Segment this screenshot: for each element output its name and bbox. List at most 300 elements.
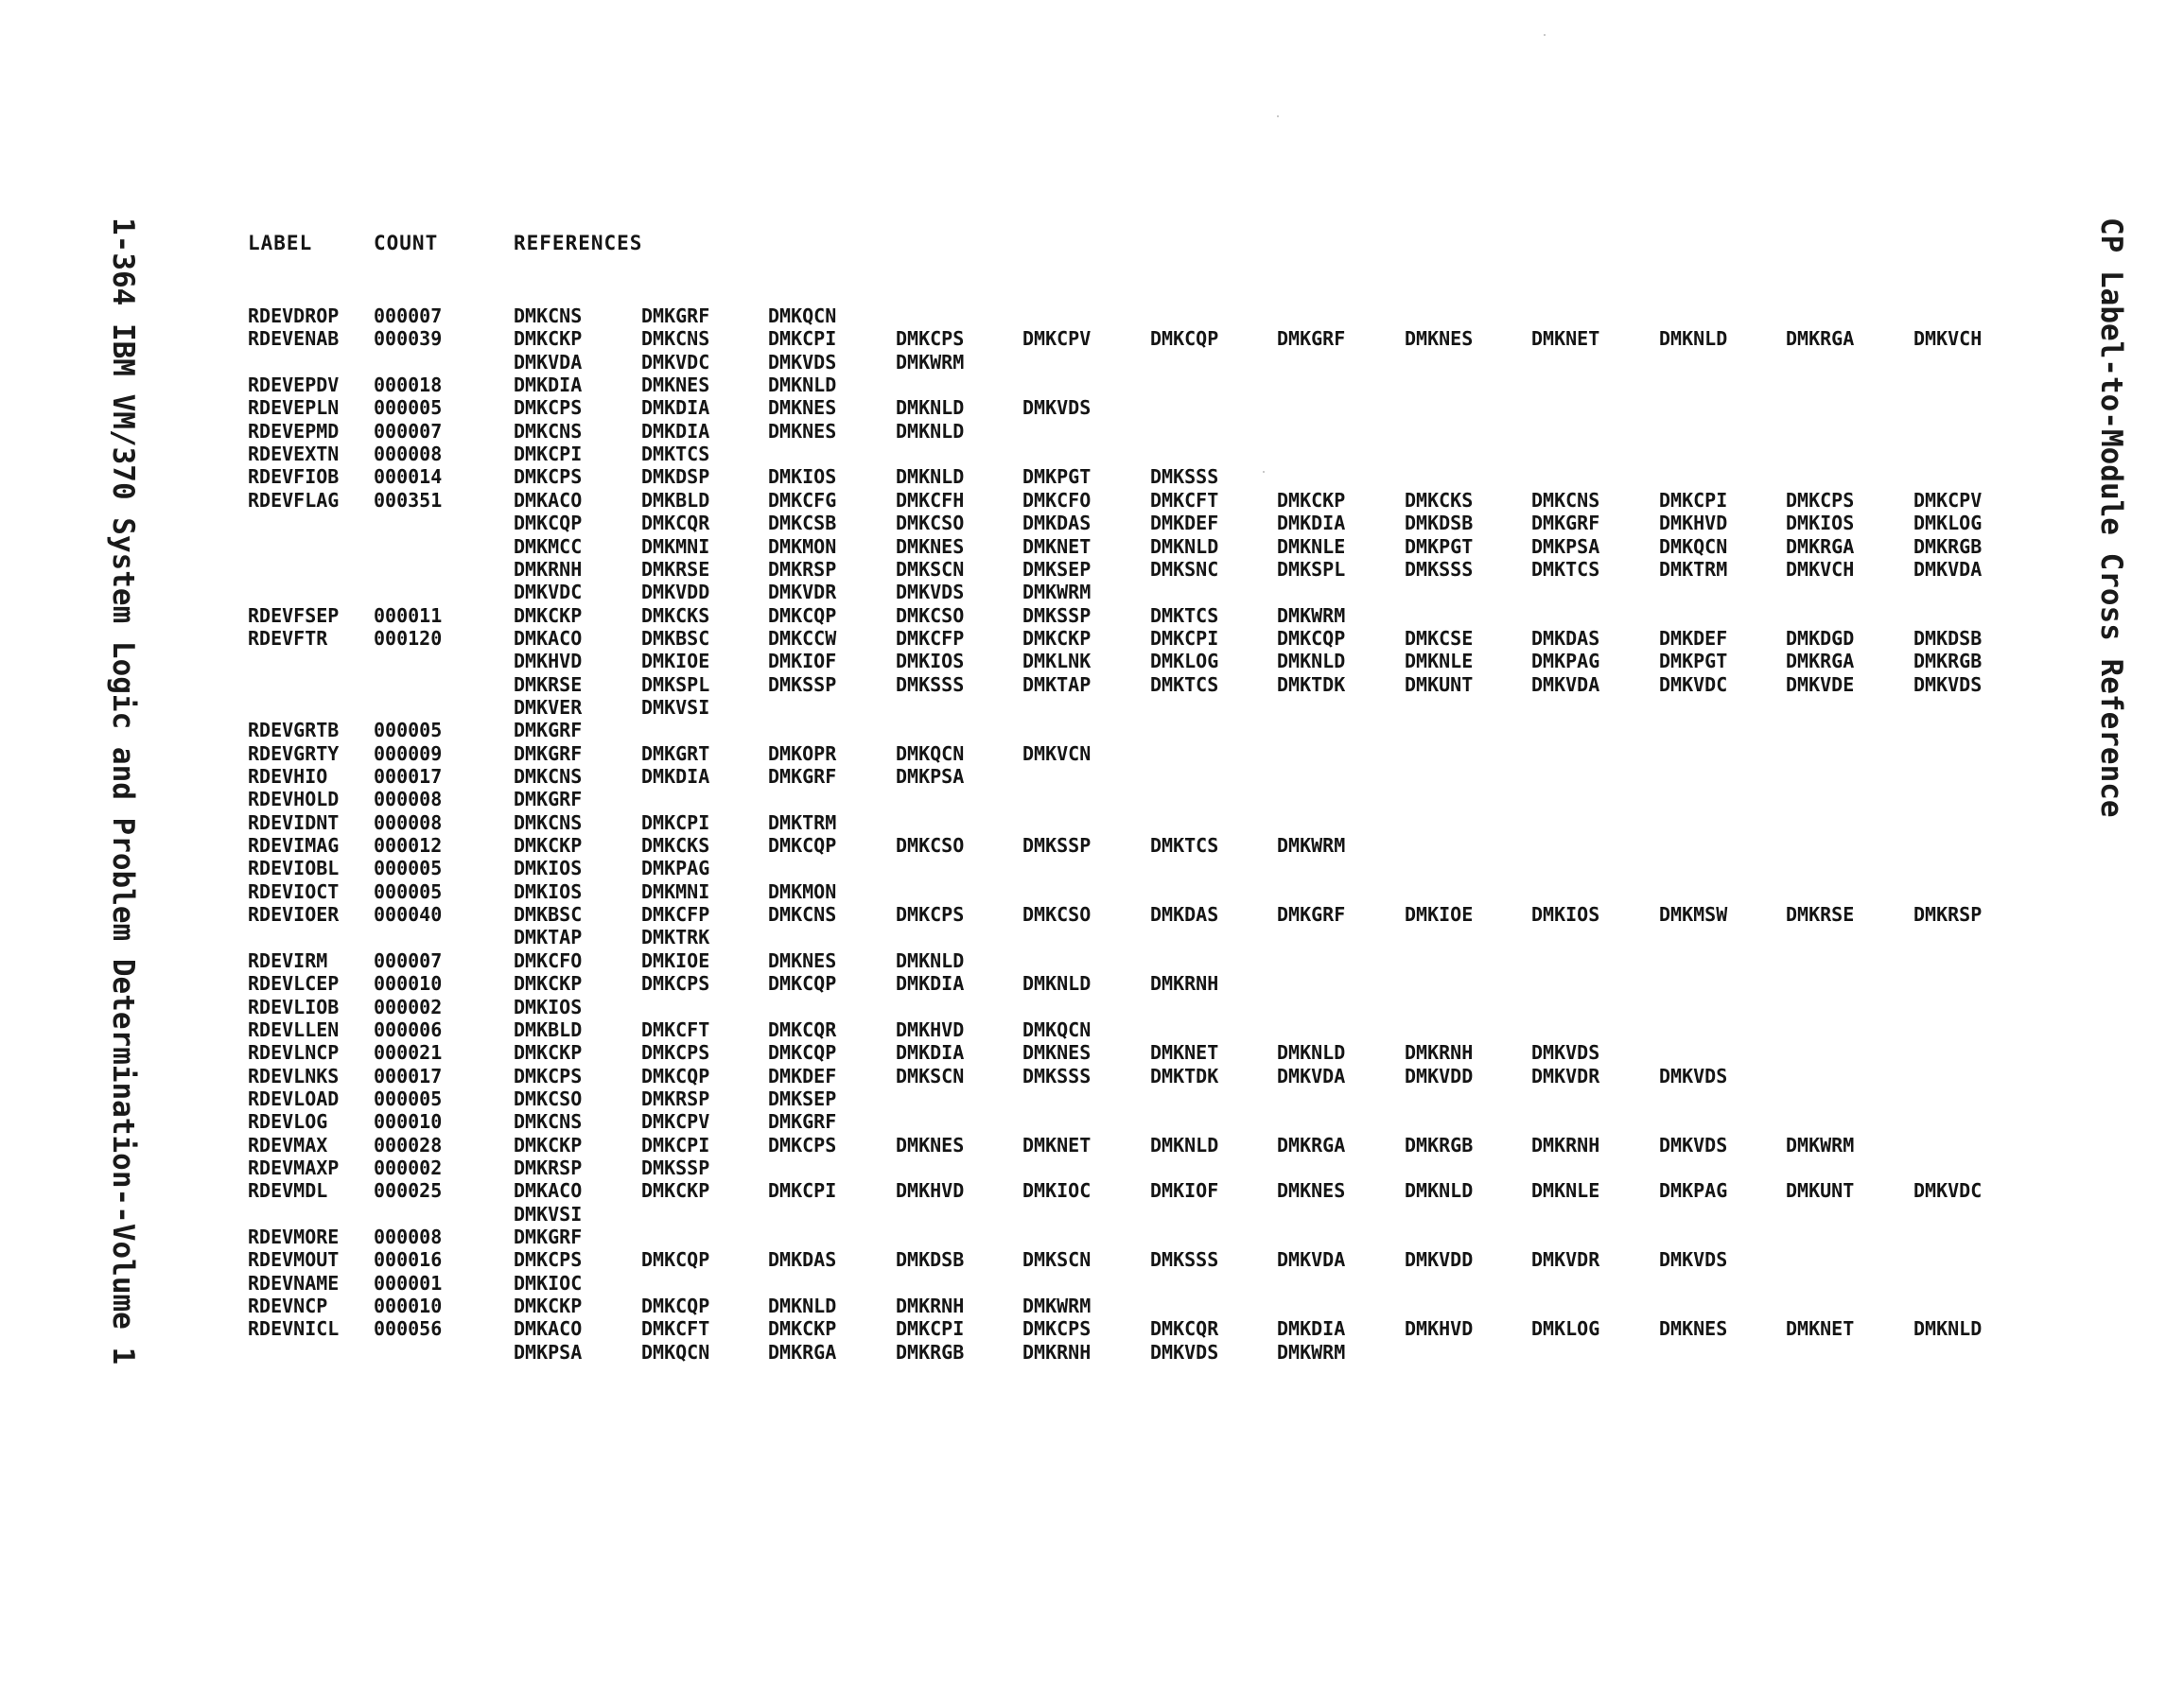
module-reference: DMKCQR [641, 512, 710, 534]
module-reference: DMKCPS [641, 972, 710, 995]
row-count: 000025 [374, 1179, 443, 1202]
row-label: RDEVFLAG [248, 489, 340, 512]
row-count: 000010 [374, 1295, 443, 1317]
module-reference: DMKTCS [641, 443, 710, 465]
module-reference: DMKDIA [641, 765, 710, 788]
row-count: 000006 [374, 1018, 443, 1041]
module-reference: DMKGRF [514, 1226, 583, 1248]
module-reference: DMKNES [768, 949, 837, 972]
row-count: 000007 [374, 420, 443, 443]
module-reference: DMKVDD [1405, 1065, 1474, 1087]
module-reference: DMKBLD [514, 1018, 583, 1041]
module-reference: DMKCFT [641, 1018, 710, 1041]
module-reference: DMKSCN [896, 558, 965, 581]
column-header-label: LABEL [248, 232, 313, 254]
module-reference: DMKCQP [1150, 327, 1219, 350]
module-reference: DMKCPI [768, 327, 837, 350]
row-count: 000018 [374, 374, 443, 396]
module-reference: DMKWRM [896, 351, 965, 374]
row-label: RDEVMOUT [248, 1248, 340, 1271]
module-reference: DMKCQP [641, 1065, 710, 1087]
module-reference: DMKDSB [1405, 512, 1474, 534]
row-label: RDEVLIOB [248, 996, 340, 1018]
module-reference: DMKCSE [1405, 627, 1474, 650]
module-reference: DMKVDC [1913, 1179, 1983, 1202]
row-count: 000005 [374, 857, 443, 879]
row-label: RDEVHIO [248, 765, 328, 788]
module-reference: DMKDSB [1913, 627, 1983, 650]
module-reference: DMKQCN [1659, 535, 1728, 558]
module-reference: DMKCPI [1659, 489, 1728, 512]
row-label: RDEVIOER [248, 903, 340, 926]
module-reference: DMKWRM [1277, 834, 1346, 857]
module-reference: DMKGRF [1277, 903, 1346, 926]
module-reference: DMKIOE [641, 949, 710, 972]
row-count: 000008 [374, 811, 443, 834]
module-reference: DMKPGT [1659, 650, 1728, 672]
module-reference: DMKCFG [768, 489, 837, 512]
module-reference: DMKCSO [1022, 903, 1092, 926]
module-reference: DMKDAS [1531, 627, 1600, 650]
module-reference: DMKTDK [1277, 673, 1346, 696]
module-reference: DMKOPR [768, 742, 837, 765]
module-reference: DMKCNS [514, 1110, 583, 1133]
module-reference: DMKSSP [1022, 834, 1092, 857]
module-reference: DMKGRF [514, 719, 583, 741]
module-reference: DMKVDA [1277, 1065, 1346, 1087]
module-reference: DMKRGB [896, 1341, 965, 1364]
module-reference: DMKMCC [514, 535, 583, 558]
module-reference: DMKVSI [641, 696, 710, 719]
module-reference: DMKCPS [1786, 489, 1855, 512]
module-reference: DMKVDE [1786, 673, 1855, 696]
module-reference: DMKWRM [1277, 1341, 1346, 1364]
module-reference: DMKVSI [514, 1203, 583, 1226]
row-label: RDEVIOCT [248, 880, 340, 903]
row-label: RDEVFTR [248, 627, 328, 650]
module-reference: DMKIOE [641, 650, 710, 672]
row-label: RDEVFSEP [248, 604, 340, 627]
module-reference: DMKCFP [896, 627, 965, 650]
row-label: RDEVGRTB [248, 719, 340, 741]
module-reference: DMKCQR [768, 1018, 837, 1041]
module-reference: DMKVDR [1531, 1065, 1600, 1087]
module-reference: DMKCPI [641, 811, 710, 834]
module-reference: DMKSSS [1150, 465, 1219, 488]
module-reference: DMKCPS [896, 327, 965, 350]
module-reference: DMKCFO [1022, 489, 1092, 512]
module-reference: DMKCPS [514, 465, 583, 488]
module-reference: DMKRGB [1913, 535, 1983, 558]
module-reference: DMKNES [1405, 327, 1474, 350]
module-reference: DMKNLD [896, 420, 965, 443]
module-reference: DMKCPI [641, 1134, 710, 1157]
module-reference: DMKUNT [1786, 1179, 1855, 1202]
row-label: RDEVEPMD [248, 420, 340, 443]
row-label: RDEVFIOB [248, 465, 340, 488]
module-reference: DMKVDS [1659, 1065, 1728, 1087]
module-reference: DMKIOF [768, 650, 837, 672]
module-reference: DMKVDD [1405, 1248, 1474, 1271]
module-reference: DMKDEF [1150, 512, 1219, 534]
module-reference: DMKUNT [1405, 673, 1474, 696]
row-count: 000040 [374, 903, 443, 926]
module-reference: DMKQCN [768, 304, 837, 327]
row-label: RDEVIRM [248, 949, 328, 972]
module-reference: DMKCQP [1277, 627, 1346, 650]
module-reference: DMKMSW [1659, 903, 1728, 926]
row-label: RDEVIDNT [248, 811, 340, 834]
module-reference: DMKRSP [514, 1157, 583, 1179]
row-label: RDEVNCP [248, 1295, 328, 1317]
module-reference: DMKGRF [514, 788, 583, 810]
module-reference: DMKIOF [1150, 1179, 1219, 1202]
row-label: RDEVMAXP [248, 1157, 340, 1179]
module-reference: DMKRSP [641, 1087, 710, 1110]
module-reference: DMKVDD [641, 581, 710, 603]
module-reference: DMKVCN [1022, 742, 1092, 765]
scan-speck [1277, 115, 1279, 117]
module-reference: DMKCFT [1150, 489, 1219, 512]
module-reference: DMKNES [896, 535, 965, 558]
module-reference: DMKACO [514, 489, 583, 512]
row-label: RDEVEPDV [248, 374, 340, 396]
row-count: 000002 [374, 996, 443, 1018]
module-reference: DMKACO [514, 1179, 583, 1202]
module-reference: DMKCKP [514, 1134, 583, 1157]
module-reference: DMKRSE [1786, 903, 1855, 926]
module-reference: DMKVDR [768, 581, 837, 603]
module-reference: DMKRNH [1150, 972, 1219, 995]
module-reference: DMKPAG [1659, 1179, 1728, 1202]
module-reference: DMKCFT [641, 1317, 710, 1340]
module-reference: DMKDEF [768, 1065, 837, 1087]
left-running-header: 1-364 IBM VM/370 System Logic and Problem Determination--Volume 1 [106, 217, 140, 1365]
row-count: 000008 [374, 788, 443, 810]
module-reference: DMKRGA [1786, 650, 1855, 672]
module-reference: DMKCPS [1022, 1317, 1092, 1340]
module-reference: DMKTCS [1150, 673, 1219, 696]
module-reference: DMKNET [1022, 1134, 1092, 1157]
module-reference: DMKGRF [514, 742, 583, 765]
module-reference: DMKNES [768, 396, 837, 419]
module-reference: DMKNLD [896, 949, 965, 972]
module-reference: DMKNET [1022, 535, 1092, 558]
module-reference: DMKIOS [1786, 512, 1855, 534]
module-reference: DMKCCW [768, 627, 837, 650]
module-reference: DMKCQP [768, 1041, 837, 1064]
module-reference: DMKVER [514, 696, 583, 719]
module-reference: DMKVDC [1659, 673, 1728, 696]
row-count: 000010 [374, 972, 443, 995]
row-label: RDEVDROP [248, 304, 340, 327]
module-reference: DMKLOG [1150, 650, 1219, 672]
module-reference: DMKCPS [768, 1134, 837, 1157]
row-count: 000001 [374, 1272, 443, 1295]
module-reference: DMKCPS [641, 1041, 710, 1064]
module-reference: DMKCSO [514, 1087, 583, 1110]
module-reference: DMKCKP [514, 327, 583, 350]
module-reference: DMKMNI [641, 535, 710, 558]
module-reference: DMKNLD [1150, 535, 1219, 558]
module-reference: DMKCQP [768, 834, 837, 857]
row-count: 000008 [374, 1226, 443, 1248]
row-label: RDEVMAX [248, 1134, 328, 1157]
module-reference: DMKNLD [1405, 1179, 1474, 1202]
module-reference: DMKCPI [896, 1317, 965, 1340]
module-reference: DMKWRM [1786, 1134, 1855, 1157]
module-reference: DMKDIA [514, 374, 583, 396]
module-reference: DMKCPV [1913, 489, 1983, 512]
module-reference: DMKVDS [1659, 1248, 1728, 1271]
row-label: RDEVLOAD [248, 1087, 340, 1110]
row-count: 000007 [374, 949, 443, 972]
module-reference: DMKSEP [768, 1087, 837, 1110]
module-reference: DMKCPI [768, 1179, 837, 1202]
module-reference: DMKVDS [1659, 1134, 1728, 1157]
module-reference: DMKTRM [1659, 558, 1728, 581]
module-reference: DMKSSS [1022, 1065, 1092, 1087]
module-reference: DMKVDA [1531, 673, 1600, 696]
row-count: 000039 [374, 327, 443, 350]
row-label: RDEVEPLN [248, 396, 340, 419]
module-reference: DMKTRM [768, 811, 837, 834]
module-reference: DMKNET [1786, 1317, 1855, 1340]
module-reference: DMKDIA [896, 972, 965, 995]
module-reference: DMKCQP [514, 512, 583, 534]
module-reference: DMKCPI [514, 443, 583, 465]
row-count: 000021 [374, 1041, 443, 1064]
module-reference: DMKSPL [641, 673, 710, 696]
row-count: 000012 [374, 834, 443, 857]
module-reference: DMKVDS [896, 581, 965, 603]
module-reference: DMKVDA [1913, 558, 1983, 581]
module-reference: DMKDSB [896, 1248, 965, 1271]
module-reference: DMKSSS [1405, 558, 1474, 581]
module-reference: DMKCQP [641, 1295, 710, 1317]
module-reference: DMKCKP [514, 1295, 583, 1317]
module-reference: DMKLOG [1531, 1317, 1600, 1340]
row-count: 000017 [374, 765, 443, 788]
module-reference: DMKCQP [768, 972, 837, 995]
module-reference: DMKPAG [641, 857, 710, 879]
module-reference: DMKWRM [1022, 581, 1092, 603]
module-reference: DMKCPS [896, 903, 965, 926]
module-reference: DMKCPV [641, 1110, 710, 1133]
module-reference: DMKHVD [514, 650, 583, 672]
row-count: 000009 [374, 742, 443, 765]
module-reference: DMKRNH [896, 1295, 965, 1317]
module-reference: DMKIOS [514, 996, 583, 1018]
module-reference: DMKTCS [1150, 834, 1219, 857]
module-reference: DMKMNI [641, 880, 710, 903]
module-reference: DMKGRF [768, 765, 837, 788]
row-count: 000007 [374, 304, 443, 327]
module-reference: DMKDEF [1659, 627, 1728, 650]
module-reference: DMKNES [1022, 1041, 1092, 1064]
module-reference: DMKNLD [1277, 1041, 1346, 1064]
module-reference: DMKMON [768, 880, 837, 903]
module-reference: DMKIOS [768, 465, 837, 488]
module-reference: DMKTAP [1022, 673, 1092, 696]
row-count: 000028 [374, 1134, 443, 1157]
module-reference: DMKCPS [514, 1248, 583, 1271]
module-reference: DMKIOC [1022, 1179, 1092, 1202]
module-reference: DMKCSB [768, 512, 837, 534]
module-reference: DMKACO [514, 627, 583, 650]
module-reference: DMKCKS [641, 604, 710, 627]
module-reference: DMKDIA [641, 420, 710, 443]
module-reference: DMKSPL [1277, 558, 1346, 581]
module-reference: DMKNLD [1277, 650, 1346, 672]
row-count: 000005 [374, 880, 443, 903]
row-label: RDEVNAME [248, 1272, 340, 1295]
module-reference: DMKTCS [1531, 558, 1600, 581]
row-label: RDEVLCEP [248, 972, 340, 995]
row-count: 000005 [374, 396, 443, 419]
row-label: RDEVENAB [248, 327, 340, 350]
module-reference: DMKDAS [768, 1248, 837, 1271]
module-reference: DMKTAP [514, 926, 583, 948]
module-reference: DMKRGA [1786, 535, 1855, 558]
module-reference: DMKNES [1277, 1179, 1346, 1202]
module-reference: DMKCKP [514, 972, 583, 995]
module-reference: DMKGRF [768, 1110, 837, 1133]
column-header-count: COUNT [374, 232, 439, 254]
module-reference: DMKTCS [1150, 604, 1219, 627]
module-reference: DMKVCH [1913, 327, 1983, 350]
module-reference: DMKCKP [1277, 489, 1346, 512]
module-reference: DMKGRF [1531, 512, 1600, 534]
module-reference: DMKNLD [1022, 972, 1092, 995]
row-count: 000005 [374, 1087, 443, 1110]
module-reference: DMKPSA [514, 1341, 583, 1364]
module-reference: DMKDAS [1150, 903, 1219, 926]
row-label: RDEVLNCP [248, 1041, 340, 1064]
module-reference: DMKRNH [514, 558, 583, 581]
module-reference: DMKPSA [1531, 535, 1600, 558]
row-count: 000014 [374, 465, 443, 488]
module-reference: DMKTRK [641, 926, 710, 948]
module-reference: DMKBSC [514, 903, 583, 926]
module-reference: DMKSSS [1150, 1248, 1219, 1271]
module-reference: DMKCKS [641, 834, 710, 857]
module-reference: DMKWRM [1277, 604, 1346, 627]
module-reference: DMKLOG [1913, 512, 1983, 534]
module-reference: DMKGRT [641, 742, 710, 765]
column-header-references: REFERENCES [514, 232, 643, 254]
module-reference: DMKSSP [768, 673, 837, 696]
row-label: RDEVIOBL [248, 857, 340, 879]
module-reference: DMKGRF [641, 304, 710, 327]
module-reference: DMKCQP [768, 604, 837, 627]
module-reference: DMKCSO [896, 512, 965, 534]
module-reference: DMKBLD [641, 489, 710, 512]
module-reference: DMKDGD [1786, 627, 1855, 650]
module-reference: DMKNLE [1277, 535, 1346, 558]
module-reference: DMKPSA [896, 765, 965, 788]
module-reference: DMKCPS [514, 1065, 583, 1087]
module-reference: DMKNLD [896, 465, 965, 488]
row-count: 000016 [374, 1248, 443, 1271]
module-reference: DMKHVD [896, 1179, 965, 1202]
module-reference: DMKVCH [1786, 558, 1855, 581]
module-reference: DMKNET [1531, 327, 1600, 350]
module-reference: DMKSNC [1150, 558, 1219, 581]
module-reference: DMKCFO [514, 949, 583, 972]
module-reference: DMKSSP [1022, 604, 1092, 627]
module-reference: DMKRNH [1022, 1341, 1092, 1364]
module-reference: DMKVDS [1150, 1341, 1219, 1364]
row-label: RDEVLOG [248, 1110, 328, 1133]
module-reference: DMKDIA [1277, 1317, 1346, 1340]
module-reference: DMKVDS [1913, 673, 1983, 696]
module-reference: DMKIOS [514, 880, 583, 903]
row-label: RDEVLLEN [248, 1018, 340, 1041]
row-count: 000011 [374, 604, 443, 627]
module-reference: DMKDIA [896, 1041, 965, 1064]
row-label: RDEVNICL [248, 1317, 340, 1340]
module-reference: DMKRSP [1913, 903, 1983, 926]
module-reference: DMKDIA [1277, 512, 1346, 534]
module-reference: DMKNET [1150, 1041, 1219, 1064]
module-reference: DMKIOS [896, 650, 965, 672]
module-reference: DMKCNS [514, 811, 583, 834]
module-reference: DMKCSO [896, 834, 965, 857]
row-label: RDEVGRTY [248, 742, 340, 765]
module-reference: DMKCNS [1531, 489, 1600, 512]
module-reference: DMKBSC [641, 627, 710, 650]
module-reference: DMKDIA [641, 396, 710, 419]
row-label: RDEVMORE [248, 1226, 340, 1248]
module-reference: DMKRSE [514, 673, 583, 696]
module-reference: DMKNLE [1531, 1179, 1600, 1202]
module-reference: DMKNLD [1913, 1317, 1983, 1340]
module-reference: DMKCNS [514, 420, 583, 443]
row-label: RDEVMDL [248, 1179, 328, 1202]
row-count: 000002 [374, 1157, 443, 1179]
module-reference: DMKCKP [641, 1179, 710, 1202]
module-reference: DMKNLD [896, 396, 965, 419]
module-reference: DMKCNS [514, 765, 583, 788]
scan-speck [1263, 471, 1265, 473]
module-reference: DMKCKP [768, 1317, 837, 1340]
module-reference: DMKVDC [641, 351, 710, 374]
row-label: RDEVHOLD [248, 788, 340, 810]
module-reference: DMKCNS [768, 903, 837, 926]
module-reference: DMKVDA [514, 351, 583, 374]
module-reference: DMKDSP [641, 465, 710, 488]
module-reference: DMKVDA [1277, 1248, 1346, 1271]
module-reference: DMKSCN [1022, 1248, 1092, 1271]
module-reference: DMKCPI [1150, 627, 1219, 650]
module-reference: DMKCKP [514, 834, 583, 857]
module-reference: DMKIOS [514, 857, 583, 879]
module-reference: DMKHVD [896, 1018, 965, 1041]
module-reference: DMKRGA [768, 1341, 837, 1364]
module-reference: DMKIOC [514, 1272, 583, 1295]
module-reference: DMKCQR [1150, 1317, 1219, 1340]
module-reference: DMKRNH [1531, 1134, 1600, 1157]
module-reference: DMKCPS [514, 396, 583, 419]
module-reference: DMKRNH [1405, 1041, 1474, 1064]
module-reference: DMKSCN [896, 1065, 965, 1087]
module-reference: DMKCKP [1022, 627, 1092, 650]
module-reference: DMKNES [1659, 1317, 1728, 1340]
row-count: 000017 [374, 1065, 443, 1087]
module-reference: DMKCNS [641, 327, 710, 350]
module-reference: DMKNLD [1659, 327, 1728, 350]
